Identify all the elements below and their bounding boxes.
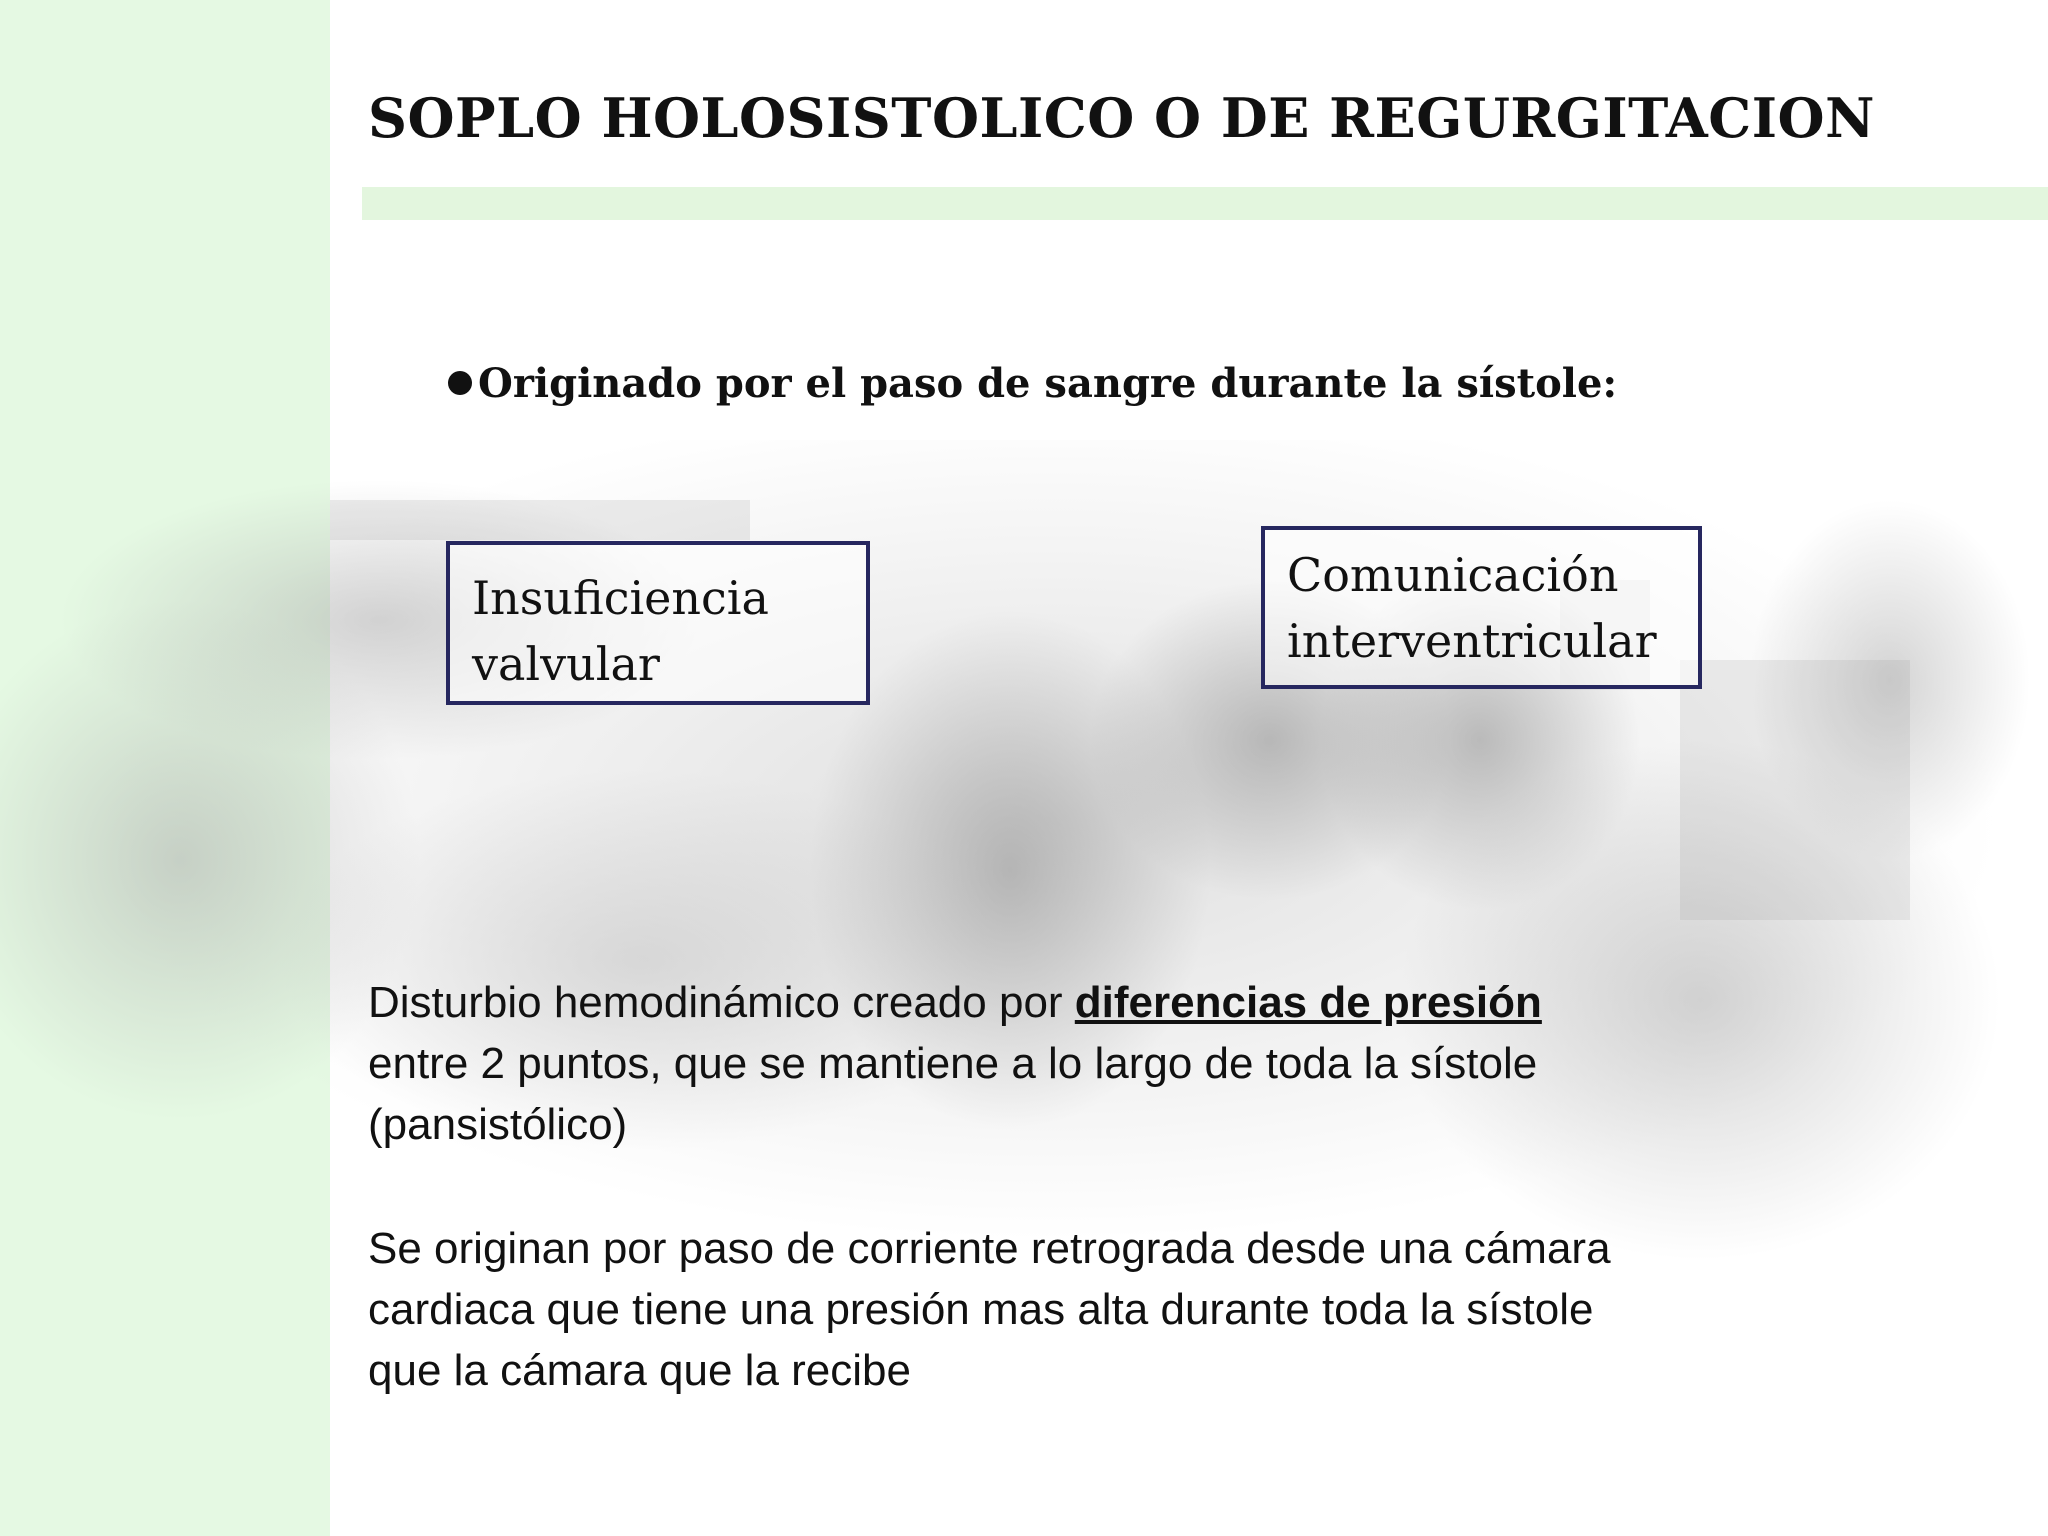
- paragraph-line: entre 2 puntos, que se mantiene a lo largo de toda la sístole: [368, 1039, 1538, 1088]
- bullet-text: Originado por el paso de sangre durante la sístole:: [478, 360, 1618, 407]
- box-line: valvular: [472, 637, 660, 691]
- box-insuficiencia-valvular: [446, 541, 870, 705]
- paragraph-text: Disturbio hemodinámico creado por: [368, 978, 1075, 1027]
- box-line: Comunicación: [1287, 548, 1619, 602]
- paragraph-line: cardiaca que tiene una presión mas alta durante toda la sístole: [368, 1285, 1594, 1334]
- box-comunicacion-interventricular: [1261, 526, 1702, 689]
- paragraph-line: que la cámara que la recibe: [368, 1346, 911, 1395]
- box-line: interventricular: [1287, 614, 1657, 668]
- title-underline-band: [362, 187, 2048, 220]
- box-line: Insuficiencia: [472, 571, 769, 625]
- bullet-item: [448, 360, 1617, 407]
- paragraph-line: [368, 972, 1928, 1033]
- paragraph-line: Se originan por paso de corriente retrograda desde una cámara: [368, 1224, 1611, 1273]
- paragraph-disturbio: [368, 972, 1928, 1155]
- slide-title: SOPLO HOLOSISTOLICO O DE REGURGITACION: [368, 86, 1875, 150]
- bullet-dot-icon: [448, 371, 472, 395]
- emphasis-diferencias-presion: diferencias de presión: [1074, 978, 1542, 1027]
- background-surgery-photo: [0, 440, 2048, 1340]
- paragraph-corriente-retrograda: [368, 1218, 1928, 1401]
- paragraph-line: (pansistólico): [368, 1100, 628, 1149]
